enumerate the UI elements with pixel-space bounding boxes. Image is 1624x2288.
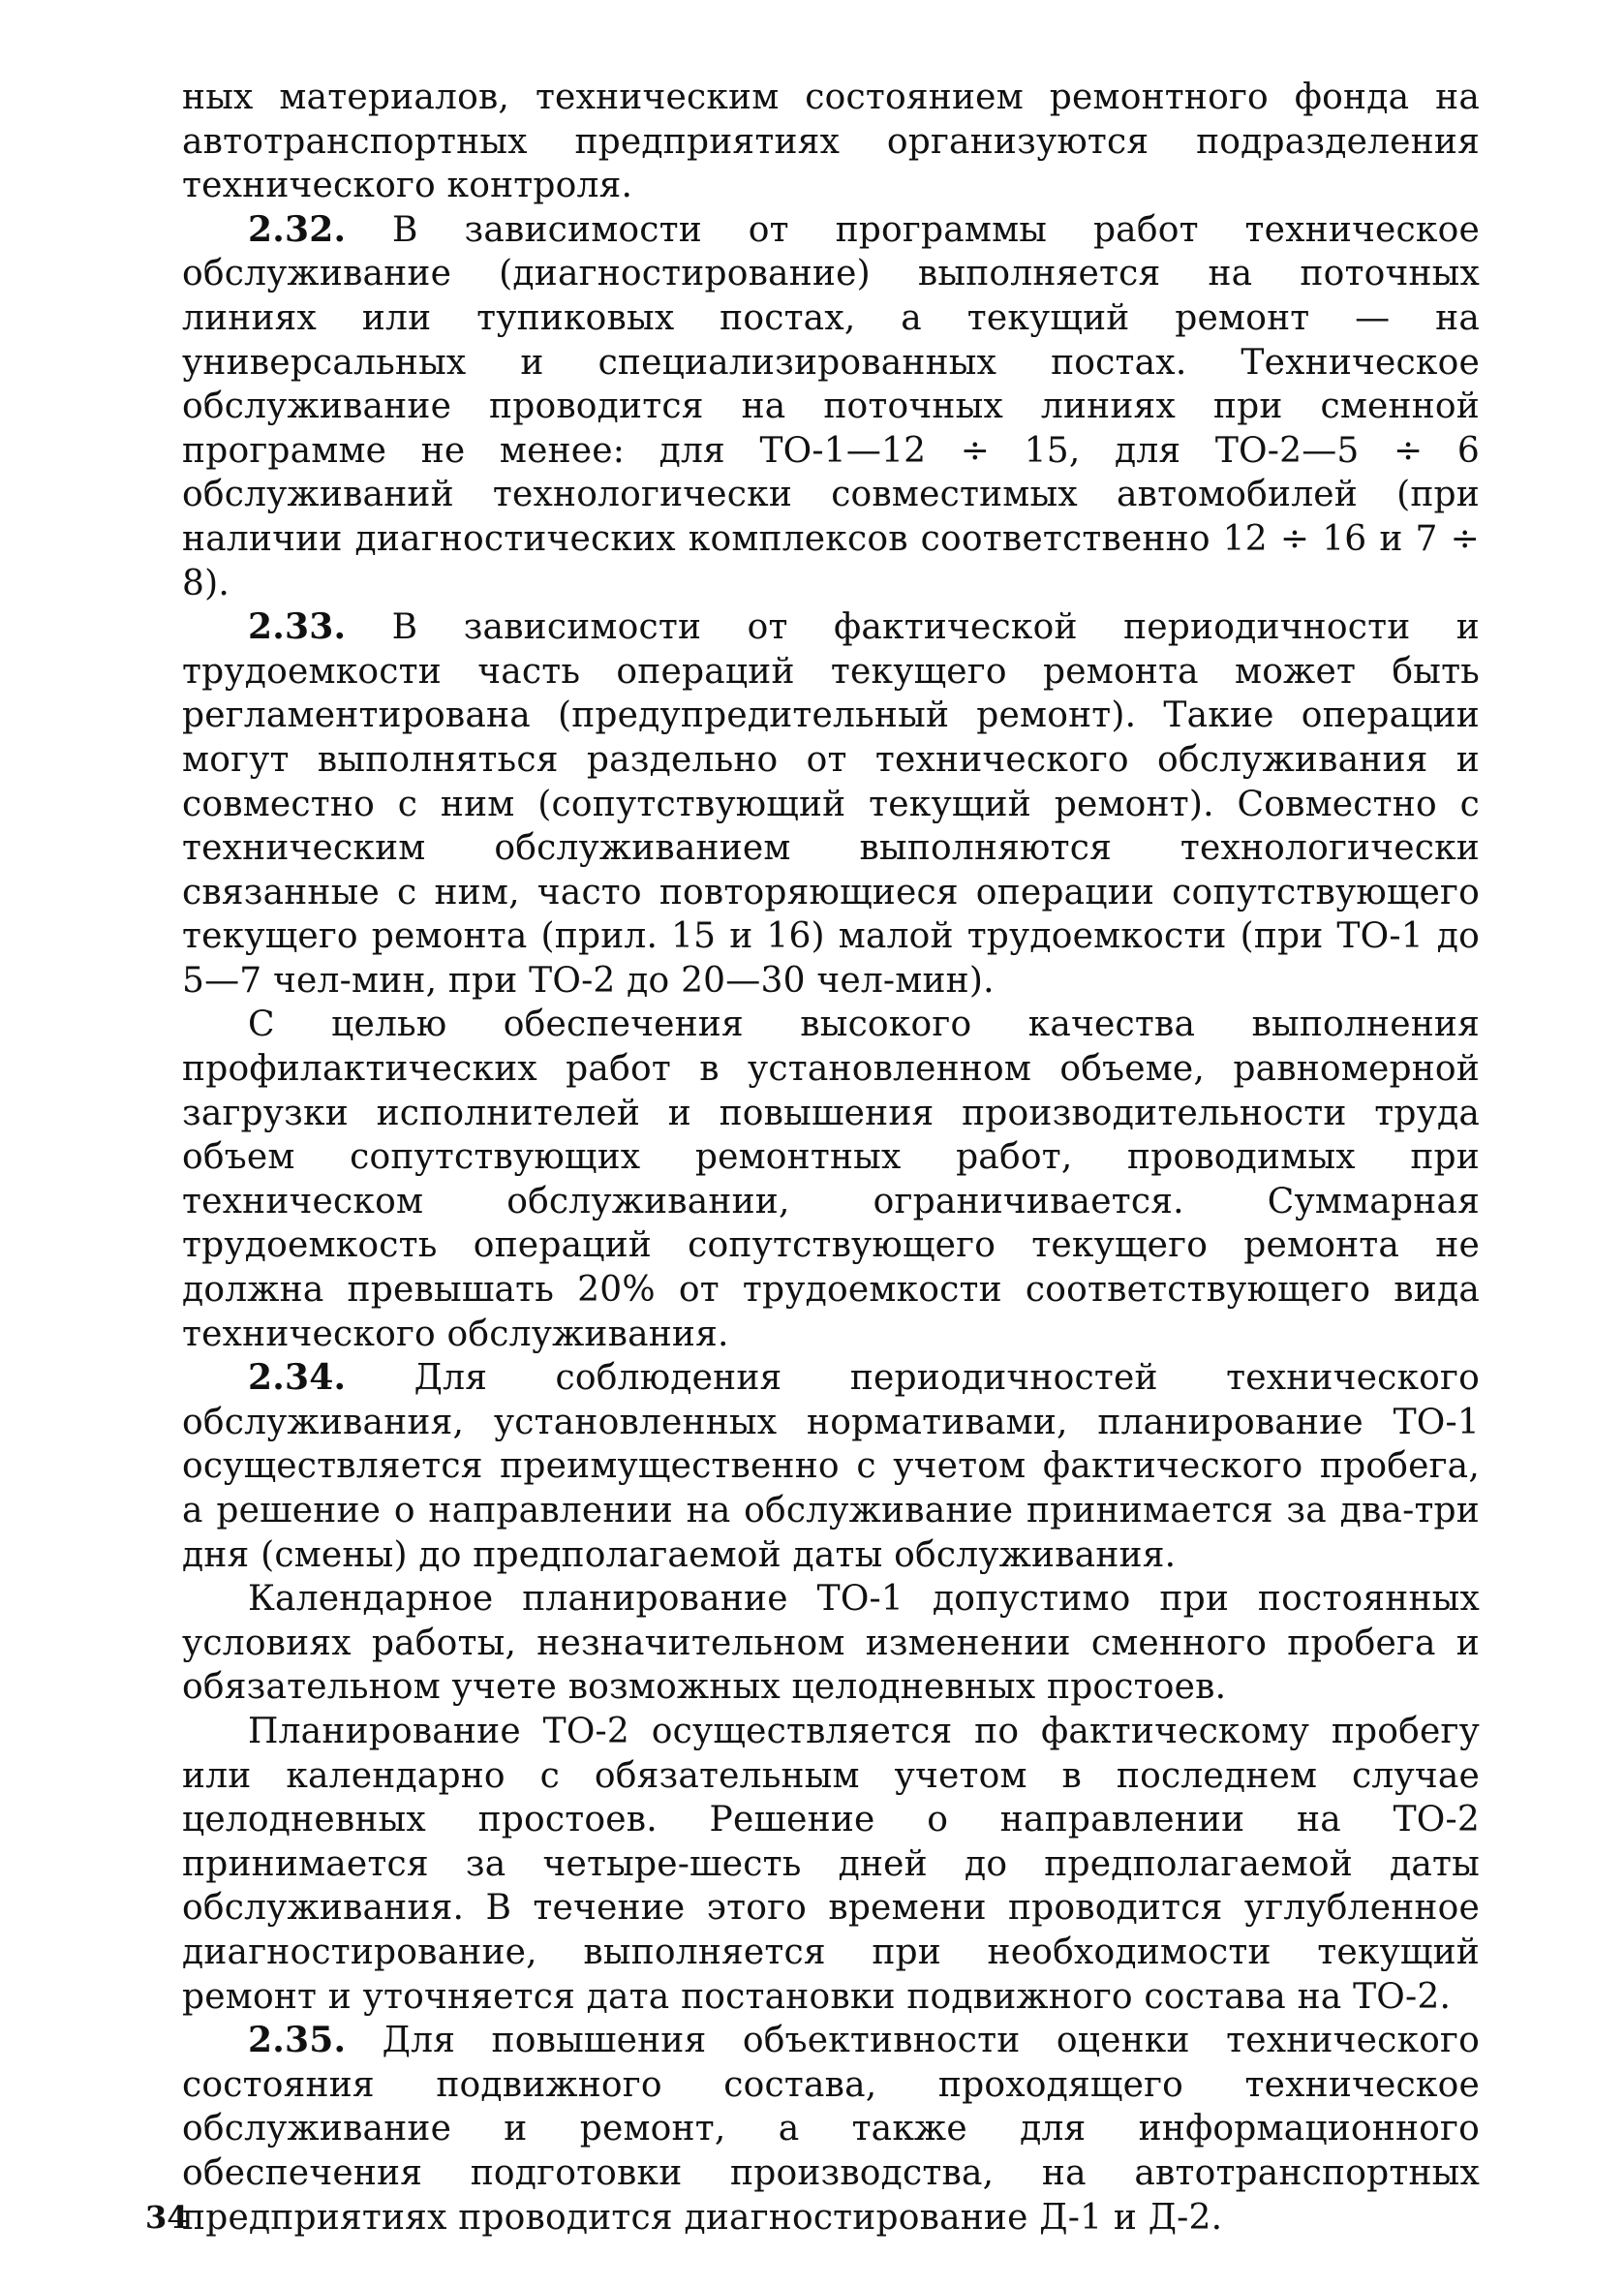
paragraph-2-35 — [182, 2019, 1480, 2240]
section-number: 2.34. — [248, 1357, 347, 1399]
section-number: 2.35. — [248, 2020, 347, 2061]
paragraph-text: Для повышения объективности оценки технического состояния подвижного состава, проходящего техническое обслуживание и ремонт, а также для информационного обеспечения подготовки производства, на автотранспортных предприятиях проводится диагностирование Д-1 и Д-2. — [182, 2021, 1480, 2238]
paragraph-text: В зависимости от фактической периодичности и трудоемкости часть операций текущего ремонта может быть регламентирована (предупредительный ремонт). Такие операции могут выполняться раздельно от технического обслуживания и совместно с ним (сопутствующий текущий ремонт). Совместно с техническим обслуживанием выполняются технологически связанные с ним, часто повторяющиеся операции сопутствующего текущего ремонта (прил. 15 и 16) малой трудоемкости (при ТО-1 до 5—7 чел-мин, при ТО-2 до 20—30 чел-мин). — [182, 607, 1480, 1001]
paragraph-2-32 — [182, 208, 1480, 605]
page-number: 34 — [145, 2199, 189, 2236]
section-number: 2.32. — [248, 208, 347, 250]
paragraph-quality — [182, 1003, 1480, 1356]
paragraph-text: С целью обеспечения высокого качества выполнения профилактических работ в установленном объеме, равномерной загрузки исполнителей и повышения производительности труда объем сопутствующих ремонтных работ, проводимых при техническом обслуживании, ограничивается. Суммарная трудоемкость операций сопутствующего текущего ремонта не должна превышать 20% от трудоемкости соответствующего вида технического обслуживания. — [182, 1005, 1480, 1354]
page-body — [182, 76, 1480, 2238]
paragraph-text: Для соблюдения периодичностей технического обслуживания, установленных нормативами, планирование ТО-1 осуществляется преимущественно с учетом фактического пробега, а решение о направлении на обслуживание принимается за два-три дня (смены) до предполагаемой даты обслуживания. — [182, 1358, 1480, 1575]
paragraph-text: В зависимости от программы работ техническое обслуживание (диагностирование) выполняется на поточных линиях или тупиковых постах, а текущий ремонт — на универсальных и специализированных постах. Техническое обслуживание проводится на поточных линиях при сменной программе не менее: для ТО-1—12 ÷ 15, для ТО-2—5 ÷ 6 обслуживаний технологически совместимых автомобилей (при наличии диагностических комплексов соответственно 12 ÷ 16 и 7 ÷ 8). — [182, 209, 1480, 603]
paragraph-text: Календарное планирование ТО-1 допустимо при постоянных условиях работы, незначительном изменении сменного пробега и обязательном учете возможных целодневных простоев. — [182, 1579, 1480, 1708]
paragraph-2-33 — [182, 605, 1480, 1003]
paragraph-to2-planning — [182, 1710, 1480, 2019]
paragraph-calendar-planning — [182, 1577, 1480, 1710]
section-number: 2.33. — [248, 606, 347, 648]
paragraph-text: ных материалов, техническим состоянием ремонтного фонда на автотранспортных предприятиях организуются подразделения технического контроля. — [182, 77, 1480, 206]
paragraph-2-34 — [182, 1356, 1480, 1577]
paragraph-text: Планирование ТО-2 осуществляется по фактическому пробегу или календарно с обязательным учетом в последнем случае целодневных простоев. Решение о направлении на ТО-2 принимается за четыре-шесть дней до предполагаемой даты обслуживания. В течение этого времени проводится углубленное диагностирование, выполняется при необходимости текущий ремонт и уточняется дата постановки подвижного состава на ТО-2. — [182, 1711, 1480, 2017]
paragraph-continuation — [182, 76, 1480, 208]
